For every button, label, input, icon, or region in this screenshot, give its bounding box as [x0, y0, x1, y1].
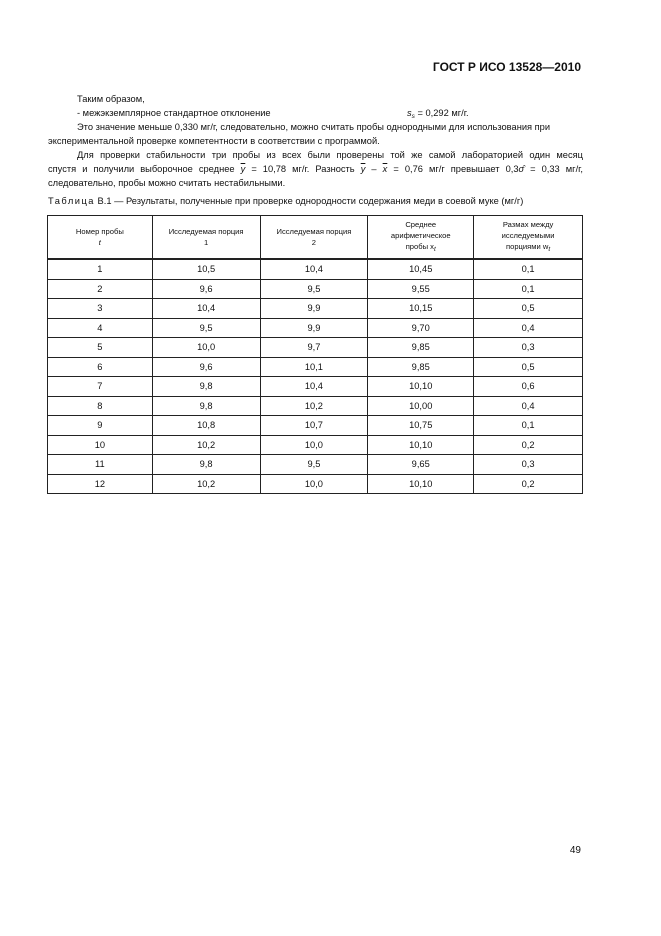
- cell-portion-1: 10,0: [152, 338, 260, 358]
- cell-portion-2: 10,0: [260, 435, 368, 455]
- table-row: [48, 377, 583, 397]
- cell-portion-2: 9,9: [260, 318, 368, 338]
- stability-para-line3: следовательно, пробы можно считать нестабильными.: [48, 178, 286, 188]
- cell-range: 0,3: [474, 338, 583, 358]
- body-text: [48, 92, 583, 190]
- cell-portion-1: 10,4: [152, 299, 260, 319]
- cell-sample-number: 8: [48, 396, 153, 416]
- cell-mean: 10,10: [368, 377, 474, 397]
- cell-portion-2: 10,7: [260, 416, 368, 436]
- x-bar-symbol: $\overline{x}$: [382, 164, 388, 174]
- table-row: [48, 279, 583, 299]
- cell-portion-1: 9,8: [152, 377, 260, 397]
- table-row: [48, 318, 583, 338]
- intro-line: Таким образом,: [77, 94, 145, 104]
- table-header-row: [48, 216, 583, 260]
- cell-portion-1: 9,6: [152, 279, 260, 299]
- table-row: [48, 299, 583, 319]
- y-bar-symbol: $\overline{y}$: [240, 164, 246, 174]
- cell-sample-number: 5: [48, 338, 153, 358]
- cell-portion-2: 10,4: [260, 259, 368, 279]
- std-deviation-label: - межэкземплярное стандартное отклонение: [77, 108, 271, 118]
- cell-portion-2: 9,5: [260, 455, 368, 475]
- stability-text-c: –: [365, 164, 383, 174]
- table-caption-label: Таблица: [48, 196, 95, 206]
- cell-portion-2: 10,0: [260, 474, 368, 494]
- cell-portion-2: 10,2: [260, 396, 368, 416]
- header-portion-1: Исследуемая порция 1: [152, 216, 260, 260]
- cell-portion-1: 10,8: [152, 416, 260, 436]
- homogeneity-para-line2: экспериментальной проверке компетентности в соответствии с программой.: [48, 136, 380, 146]
- cell-portion-2: 9,5: [260, 279, 368, 299]
- cell-sample-number: 3: [48, 299, 153, 319]
- cell-range: 0,6: [474, 377, 583, 397]
- cell-mean: 10,10: [368, 474, 474, 494]
- cell-mean: 9,85: [368, 357, 474, 377]
- stability-text-b: = 10,78 мг/г. Разность: [245, 164, 355, 174]
- cell-sample-number: 9: [48, 416, 153, 436]
- header-mean: Среднее арифметическое пробы xt: [368, 216, 474, 260]
- cell-sample-number: 12: [48, 474, 153, 494]
- cell-portion-1: 9,8: [152, 396, 260, 416]
- cell-mean: 9,55: [368, 279, 474, 299]
- cell-portion-2: 9,9: [260, 299, 368, 319]
- cell-portion-1: 9,8: [152, 455, 260, 475]
- cell-range: 0,2: [474, 435, 583, 455]
- cell-mean: 10,45: [368, 259, 474, 279]
- cell-portion-1: 9,5: [152, 318, 260, 338]
- stability-text-d: = 0,76 мг/г превышает 0,3: [387, 164, 519, 174]
- homogeneity-para-line1: Это значение меньше 0,330 мг/г, следовательно, можно считать пробы однородными для использования при: [77, 122, 551, 132]
- table-row: [48, 259, 583, 279]
- table-caption: [48, 196, 523, 206]
- header-range: Размах между исследуемыми порциями wt: [474, 216, 583, 260]
- cell-sample-number: 6: [48, 357, 153, 377]
- header-sample-number: Номер пробы t: [48, 216, 153, 260]
- cell-sample-number: 10: [48, 435, 153, 455]
- cell-mean: 10,00: [368, 396, 474, 416]
- table-row: [48, 357, 583, 377]
- cell-range: 0,1: [474, 259, 583, 279]
- std-deviation-line: [48, 106, 583, 120]
- cell-portion-2: 10,4: [260, 377, 368, 397]
- cell-portion-2: 9,7: [260, 338, 368, 358]
- cell-portion-1: 10,2: [152, 474, 260, 494]
- cell-mean: 9,65: [368, 455, 474, 475]
- stability-text-e: = 0,33 мг/г,: [524, 164, 583, 174]
- table-row: [48, 435, 583, 455]
- cell-range: 0,3: [474, 455, 583, 475]
- table-row: [48, 338, 583, 358]
- cell-sample-number: 2: [48, 279, 153, 299]
- cell-sample-number: 11: [48, 455, 153, 475]
- homogeneity-table: [47, 215, 583, 494]
- cell-portion-2: 10,1: [260, 357, 368, 377]
- cell-range: 0,1: [474, 279, 583, 299]
- std-deviation-symbol: s: [407, 108, 412, 118]
- document-id: ГОСТ Р ИСО 13528—2010: [432, 60, 581, 74]
- sigma-hat-symbol: σ̂: [518, 164, 525, 174]
- cell-mean: 9,70: [368, 318, 474, 338]
- table-row: [48, 455, 583, 475]
- table-row: [48, 396, 583, 416]
- table-row: [48, 474, 583, 494]
- cell-portion-1: 10,5: [152, 259, 260, 279]
- cell-mean: 10,75: [368, 416, 474, 436]
- stability-para-line1: Для проверки стабильности три пробы из всех были проверены той же самой лабораторией один месяц: [77, 150, 583, 160]
- cell-portion-1: 9,6: [152, 357, 260, 377]
- stability-para-line2: [48, 162, 583, 176]
- cell-sample-number: 1: [48, 259, 153, 279]
- cell-sample-number: 4: [48, 318, 153, 338]
- std-deviation-value: = 0,292 мг/г.: [414, 108, 469, 118]
- header-portion-2: Исследуемая порция 2: [260, 216, 368, 260]
- cell-mean: 10,15: [368, 299, 474, 319]
- cell-mean: 9,85: [368, 338, 474, 358]
- stability-text-a: спустя и получили выборочное среднее: [48, 164, 235, 174]
- y-bar-symbol-2: $\overline{y}$: [360, 164, 366, 174]
- table-caption-text: В.1 — Результаты, полученные при проверке однородности содержания меди в соевой муке (мг/г): [94, 196, 524, 206]
- cell-range: 0,5: [474, 357, 583, 377]
- cell-range: 0,4: [474, 318, 583, 338]
- table-row: [48, 416, 583, 436]
- cell-mean: 10,10: [368, 435, 474, 455]
- cell-portion-1: 10,2: [152, 435, 260, 455]
- cell-sample-number: 7: [48, 377, 153, 397]
- std-deviation-subscript: s: [411, 113, 415, 120]
- std-deviation-formula: [407, 106, 469, 124]
- page-number: 49: [569, 845, 581, 856]
- cell-range: 0,1: [474, 416, 583, 436]
- cell-range: 0,4: [474, 396, 583, 416]
- cell-range: 0,5: [474, 299, 583, 319]
- cell-range: 0,2: [474, 474, 583, 494]
